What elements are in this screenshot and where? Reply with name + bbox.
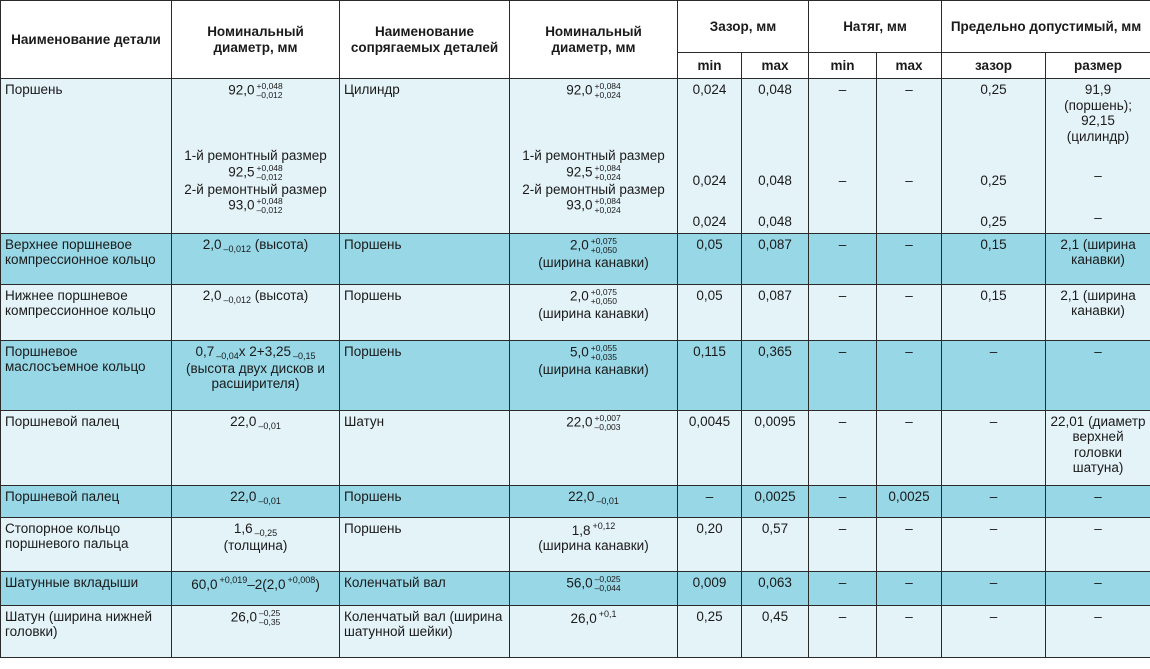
mating-diameter: 2,0 +0,075 +0,050 (ширина канавки) [510, 233, 678, 284]
clearance-min: 0,024 0,024 0,024 [678, 79, 742, 234]
limit-size: – [1046, 517, 1150, 571]
clearance-min: 0,05 [678, 284, 742, 340]
interference-max: – [877, 571, 942, 605]
interference-min: – [809, 517, 877, 571]
part-name: Поршневой палец [1, 410, 172, 485]
interference-max: – [877, 284, 942, 340]
table-row [1, 605, 1150, 657]
limit-size: – [1046, 485, 1150, 517]
mating-diameter: 2,0 +0,075 +0,050 (ширина канавки) [510, 284, 678, 340]
limit-size: 2,1 (ширина канавки) [1046, 233, 1150, 284]
mating-part: Коленчатый вал [340, 571, 510, 605]
limit-clearance: 0,15 [942, 233, 1046, 284]
limit-size: – [1046, 340, 1150, 410]
clearance-min: – [678, 485, 742, 517]
clearance-min: 0,20 [678, 517, 742, 571]
limit-clearance: – [942, 517, 1046, 571]
header-nominal-diameter-2: Номинальный диаметр, мм [510, 1, 678, 79]
nominal-diameter: 2,0 $_{-0,012}$ (высота) [172, 233, 340, 284]
limit-clearance: – [942, 605, 1046, 657]
interference-min: – [809, 410, 877, 485]
clearance-max: 0,087 [742, 284, 809, 340]
table-row [1, 485, 1150, 517]
part-name: Шатунные вкладыши [1, 571, 172, 605]
mating-part: Поршень [340, 340, 510, 410]
clearance-max: 0,45 [742, 605, 809, 657]
header-limit-clearance: зазор [942, 53, 1046, 79]
part-name: Верхнее поршневое компрессионное кольцо [1, 233, 172, 284]
part-name: Нижнее поршневое компрессионное кольцо [1, 284, 172, 340]
nominal-diameter: 2,0 $_{-0,012}$ (высота) [172, 284, 340, 340]
interference-min: – – [809, 79, 877, 234]
nominal-diameter: 60,0 $^{+0,019}$–2(2,0 $^{+0,008}$) [172, 571, 340, 605]
table-row [1, 571, 1150, 605]
mating-part: Поршень [340, 284, 510, 340]
limit-clearance: 0,25 0,25 0,25 [942, 79, 1046, 234]
part-name: Стопорное кольцо поршневого пальца [1, 517, 172, 571]
mating-diameter: 1,8 $^{+0,12}$ (ширина канавки) [510, 517, 678, 571]
mating-diameter: 56,0 –0,025 –0,044 [510, 571, 678, 605]
table-row [1, 410, 1150, 485]
interference-min: – [809, 571, 877, 605]
header-nominal-diameter: Номинальный диаметр, мм [172, 1, 340, 79]
limit-size: – [1046, 571, 1150, 605]
interference-min: – [809, 485, 877, 517]
interference-max: – [877, 605, 942, 657]
mating-part: Поршень [340, 485, 510, 517]
header-interference: Натяг, мм [809, 1, 942, 53]
limit-clearance: – [942, 571, 1046, 605]
interference-max: – [877, 410, 942, 485]
nominal-diameter: 22,0 $_{-0,01}$ [172, 485, 340, 517]
interference-min: – [809, 233, 877, 284]
clearance-min: 0,009 [678, 571, 742, 605]
interference-max: – [877, 517, 942, 571]
table-row [1, 340, 1150, 410]
part-name: Шатун (ширина нижней головки) [1, 605, 172, 657]
mating-part: Шатун [340, 410, 510, 485]
limit-clearance: – [942, 410, 1046, 485]
interference-min: – [809, 340, 877, 410]
header-clearance-max: max [742, 53, 809, 79]
header-mating-parts: Наименование сопрягаемых деталей [340, 1, 510, 79]
header-interference-min: min [809, 53, 877, 79]
clearance-max: 0,0095 [742, 410, 809, 485]
limit-clearance: – [942, 485, 1046, 517]
mating-diameter: 5,0 +0,055 +0,035 (ширина канавки) [510, 340, 678, 410]
mating-part: Поршень [340, 233, 510, 284]
table-row [1, 284, 1150, 340]
clearance-min: 0,0045 [678, 410, 742, 485]
clearance-max: 0,048 0,048 0,048 [742, 79, 809, 234]
table-row [1, 79, 1150, 234]
clearance-max: 0,0025 [742, 485, 809, 517]
header-interference-max: max [877, 53, 942, 79]
mating-diameter: 22,0 $_{-0,01}$ [510, 485, 678, 517]
interference-max: 0,0025 [877, 485, 942, 517]
header-limit: Предельно допустимый, мм [942, 1, 1150, 53]
limit-clearance: 0,15 [942, 284, 1046, 340]
clearance-min: 0,115 [678, 340, 742, 410]
clearance-max: 0,365 [742, 340, 809, 410]
interference-min: – [809, 284, 877, 340]
nominal-diameter: 22,0 $_{-0,01}$ [172, 410, 340, 485]
mating-part: Цилиндр [340, 79, 510, 234]
mating-diameter: 26,0 $^{+0,1}$ [510, 605, 678, 657]
header-part-name: Наименование детали [1, 1, 172, 79]
mating-diameter: 92,0 +0,084 +0,024 1-й ремонтный размер 92,5 +0,084 +0,024 2-й ремонтный размер 93,0 +0,084 +0,024 [510, 79, 678, 234]
interference-max: – [877, 233, 942, 284]
part-name: Поршень [1, 79, 172, 234]
nominal-diameter: 26,0 –0,25 –0,35 [172, 605, 340, 657]
clearance-max: 0,57 [742, 517, 809, 571]
limit-size: 2,1 (ширина канавки) [1046, 284, 1150, 340]
limit-size: – [1046, 605, 1150, 657]
clearance-max: 0,063 [742, 571, 809, 605]
limit-clearance: – [942, 340, 1046, 410]
clearance-min: 0,25 [678, 605, 742, 657]
table-row [1, 233, 1150, 284]
nominal-diameter: 1,6 $_{-0,25}$ (толщина) [172, 517, 340, 571]
header-clearance-min: min [678, 53, 742, 79]
interference-max: – [877, 340, 942, 410]
nominal-diameter: 92,0 +0,048 –0,012 1-й ремонтный размер 92,5 +0,048 –0,012 2-й ремонтный размер 93,0 +0,048 –0,012 [172, 79, 340, 234]
header-limit-size: размер [1046, 53, 1150, 79]
nominal-diameter: 0,7 $_{-0,04}$х 2+3,25 $_{-0,15}$ (высота двух дисков и расширителя) [172, 340, 340, 410]
part-name: Поршневой палец [1, 485, 172, 517]
interference-min: – [809, 605, 877, 657]
limit-size: 22,01 (диаметр верхней головки шатуна) [1046, 410, 1150, 485]
mating-part: Поршень [340, 517, 510, 571]
clearance-min: 0,05 [678, 233, 742, 284]
clearance-max: 0,087 [742, 233, 809, 284]
limit-size: 91,9 (поршень); 92,15 (цилиндр) – – [1046, 79, 1150, 234]
table-row [1, 517, 1150, 571]
mating-diameter: 22,0 +0,007 –0,003 [510, 410, 678, 485]
mating-part: Коленчатый вал (ширина шатунной шейки) [340, 605, 510, 657]
part-name: Поршневое маслосъемное кольцо [1, 340, 172, 410]
interference-max: – – [877, 79, 942, 234]
header-clearance: Зазор, мм [678, 1, 809, 53]
